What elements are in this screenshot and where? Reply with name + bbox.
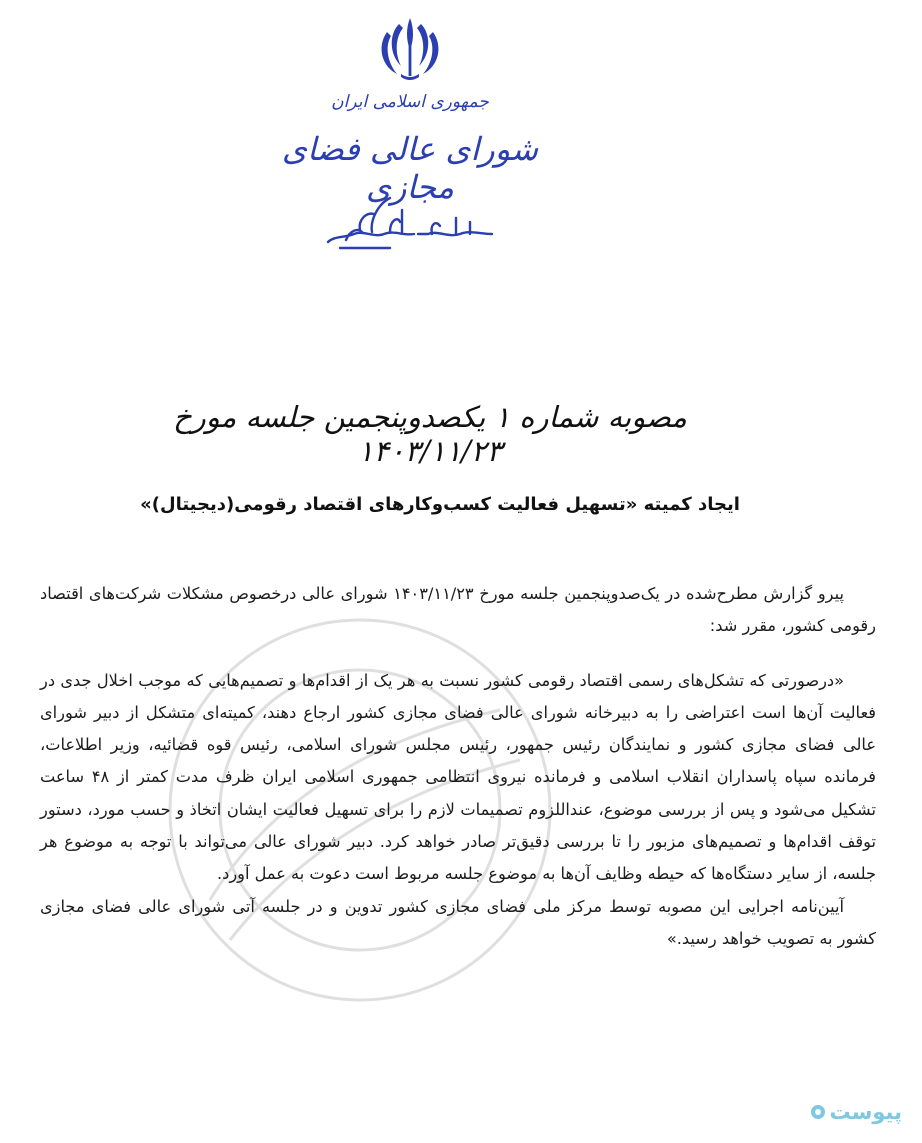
- source-logo-label: پیوست: [829, 1100, 902, 1124]
- logo-dot-icon: [811, 1105, 825, 1119]
- resolution-title: مصوبه شماره ۱ یکصدوپنجمین جلسه مورخ ۱۴۰۳/۱۱/۲۳: [173, 400, 687, 468]
- council-name: شورای عالی فضای مجازی: [281, 130, 539, 206]
- source-logo: [811, 1100, 902, 1124]
- resolution-body: [40, 578, 876, 955]
- decision-paragraph: «درصورتی که تشکل‌های رسمی اقتصاد رقومی کشور نسبت به هر یک از اقدام‌ها و تصمیم‌هایی که موجب اخلال جدی در فعالیت آن‌ها است اعتراضی را به دبیرخانه شورای عالی فضای مجازی کشور ارجاع دهند، کمیته‌ای متشکل از دبیر شورای عالی فضای مجازی کشور و نمایندگان رئیس جمهور، رئیس مجلس شورای اسلامی، رئیس قوه قضائیه، وزیر اطلاعات، فرمانده سپاه پاسداران انقلاب اسلامی و فرمانده نیروی انتظامی جمهوری اسلامی ایران ظرف مدت کمتر از ۴۸ ساعت تشکیل می‌شود و پس از بررسی موضوع، عنداللزوم تصمیمات لازم را برای تسهیل فعالیت ایشان اتخاذ و حسب مورد، دستور توقف اقدام‌ها و تصمیم‌های مزبور را تا بررسی دقیق‌تر صادر خواهد کرد. دبیر شورای عالی می‌تواند با توجه به موضوع هر جلسه، از سایر دستگاه‌ها که حیطه وظایف آن‌ها به موضوع جلسه مربوط است دعوت به عمل آورد.: [40, 670, 876, 884]
- iran-emblem-icon: [375, 14, 445, 84]
- basmala-calligraphy: [320, 190, 500, 255]
- subject-title: ایجاد کمیته «تسهیل فعالیت کسب‌وکارهای اقتصاد رقومی(دیجیتال)»: [140, 494, 740, 515]
- letterhead: [250, 12, 570, 252]
- bylaw-paragraph: آیین‌نامه اجرایی این مصوبه توسط مرکز ملی فضای مجازی کشور تدوین و در جلسه آتی شورای عالی فضای مجازی کشور به تصویب خواهد رسید.»: [40, 896, 876, 948]
- preamble-paragraph: پیرو گزارش مطرح‌شده در یک‌صدوپنجمین جلسه مورخ ۱۴۰۳/۱۱/۲۳ شورای عالی درخصوص مشکلات شرکت‌های اقتصاد رقومی کشور، مقرر شد:: [40, 584, 876, 636]
- country-name: جمهوری اسلامی ایران: [331, 92, 489, 112]
